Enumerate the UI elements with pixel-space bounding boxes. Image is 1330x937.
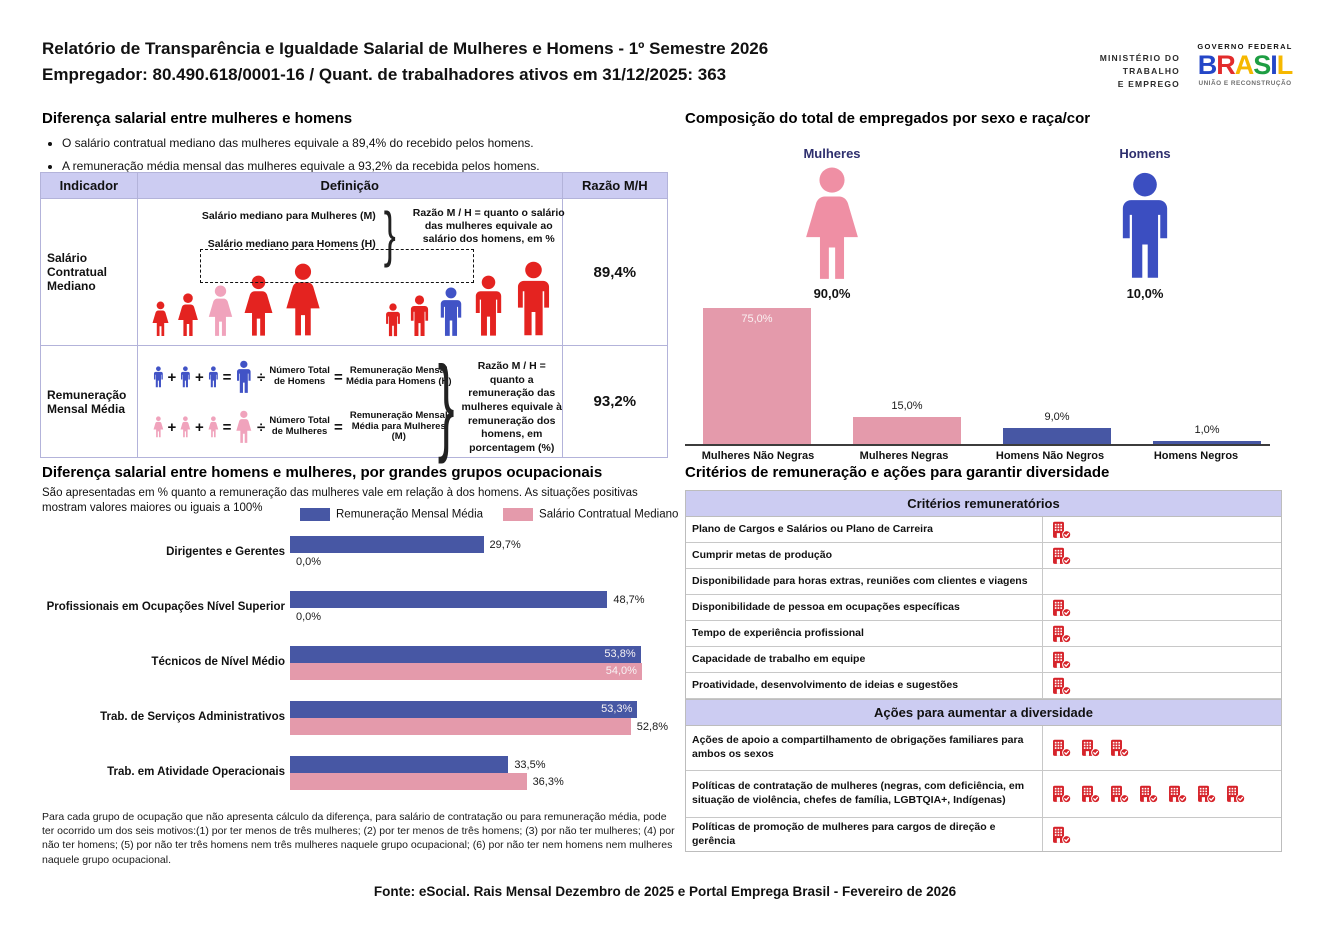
criteria-label: Disponibilidade para horas extras, reuniões com clientes e viagens: [686, 569, 1043, 594]
bar-salario-mediano: [290, 773, 527, 790]
female-icon: [240, 275, 277, 337]
bar-remuneracao-media: [290, 536, 484, 553]
bar-value-label: 48,7%: [613, 593, 645, 606]
ministry-line: MINISTÉRIO DO: [1099, 53, 1180, 63]
bar-homens-negros: 1,0%: [1153, 441, 1261, 444]
female-icon: [234, 410, 254, 444]
page-subtitle: Empregador: 80.490.618/0001-16 / Quant. de trabalhadores ativos em 31/12/2025: 363: [42, 65, 727, 85]
category-label: Mulheres Não Negras: [701, 450, 815, 462]
row-salario-mediano: [41, 199, 668, 346]
indicator-table: [40, 172, 668, 465]
occupation-group: [42, 701, 674, 735]
bullet-item: • A remuneração média mensal das mulheres equivale a 93,2% da recebida pelos homens.: [62, 159, 668, 173]
median-pictogram: [138, 257, 568, 337]
criteria-marks: [1043, 579, 1051, 585]
bar-value-label: 0,0%: [296, 610, 322, 623]
company-check-icon: [1109, 785, 1130, 803]
criteria-row: [686, 818, 1281, 851]
male-icon: [234, 360, 254, 394]
criteria-label: Ações de apoio a compartilhamento de obrigações familiares para ambos os sexos: [686, 726, 1043, 770]
criteria-row: [686, 543, 1281, 569]
brasil-logo: BRASIL: [1197, 50, 1293, 80]
brace-glyph: }: [437, 344, 455, 465]
category-label: Homens Não Negros: [995, 450, 1105, 462]
female-icon: [152, 416, 165, 438]
criteria-section-header: Ações para aumentar a diversidade: [686, 699, 1281, 726]
header-definicao: Definição: [137, 173, 562, 199]
criteria-row: [686, 569, 1281, 595]
homens-percentage: 10,0%: [1126, 286, 1164, 301]
bar-value-label: 33,5%: [514, 758, 546, 771]
occupation-group: [42, 536, 674, 570]
occupation-group: [42, 646, 674, 680]
occupation-chart-title: Diferença salarial entre homens e mulheres, por grandes grupos ocupacionais: [42, 464, 603, 481]
gov-logo-bottom-text: UNIÃO E RECONSTRUÇÃO: [1198, 80, 1292, 88]
company-check-icon: [1051, 547, 1072, 565]
mean-formula: [152, 352, 452, 452]
gov-federal-logo: [1185, 42, 1305, 87]
criteria-row: [686, 771, 1281, 818]
ministry-logo: [1040, 52, 1180, 90]
indicator-name: Salário Contratual Mediano: [41, 199, 138, 346]
criteria-marks: [1043, 622, 1072, 646]
male-icon: [470, 275, 507, 337]
company-check-icon: [1051, 625, 1072, 643]
composition-title: Composição do total de empregados por sexo e raça/cor: [685, 110, 1091, 127]
row-remuneracao-media: [41, 346, 668, 458]
source-footer: Fonte: eSocial. Rais Mensal Dezembro de 2025 e Portal Emprega Brasil - Fevereiro de 2026: [373, 884, 957, 899]
criteria-marks: [1043, 518, 1072, 542]
company-check-icon: [1225, 785, 1246, 803]
female-median-icon: [205, 285, 236, 337]
criteria-table: [685, 490, 1282, 852]
criteria-section-header: Critérios remuneratórios: [686, 491, 1281, 517]
male-icon: [511, 261, 556, 337]
female-icon: [798, 166, 866, 282]
criteria-label: Políticas de promoção de mulheres para cargos de direção e gerência: [686, 818, 1043, 851]
ratio-value-median: 89,4%: [562, 199, 667, 346]
company-check-icon: [1051, 521, 1072, 539]
company-check-icon: [1051, 826, 1072, 844]
bar-value-label: 52,8%: [636, 720, 668, 733]
criteria-marks: [1043, 674, 1072, 698]
female-icon: [150, 301, 171, 337]
criteria-row: [686, 621, 1281, 647]
legend-label: Salário Contratual Mediano: [539, 508, 679, 521]
criteria-label: Capacidade de trabalho em equipe: [686, 647, 1043, 672]
mean-ratio-note: Razão M / H = quanto a remuneração das mulheres equivale à remuneração dos homens, em porcentagem (%): [461, 360, 562, 454]
ratio-value-mean: 93,2%: [562, 346, 667, 458]
criteria-label: Políticas de contratação de mulheres (negras, com deficiência, em situação de violência, chefes de família, LGBTQIA+, Indígenas): [686, 771, 1043, 817]
female-icon: [175, 293, 201, 337]
legend-label: Remuneração Mensal Média: [336, 508, 484, 521]
brace-glyph: }: [383, 199, 396, 269]
occupation-group-label: Trab. em Atividade Operacionais: [107, 766, 285, 779]
male-icon: [383, 303, 403, 337]
definition-median: [137, 199, 565, 346]
criteria-marks: [1043, 782, 1246, 806]
male-icon: [207, 366, 220, 388]
definition-mean: [137, 344, 562, 465]
formula-men: + + = ÷ Número Total de Homens = Remuneração Mensal Média para Homens (H): [152, 352, 452, 402]
page-title: Relatório de Transparência e Igualdade Salarial de Mulheres e Homens - 1º Semestre 2026: [42, 39, 769, 58]
criteria-row: [686, 726, 1281, 771]
company-check-icon: [1080, 785, 1101, 803]
company-check-icon: [1051, 651, 1072, 669]
median-ratio-note: Razão M / H = quanto o salário das mulheres equivale ao salário dos homens, em %: [412, 207, 565, 246]
header-indicador: Indicador: [41, 173, 138, 199]
men-result-label: Remuneração Mensal Média para Homens (H): [345, 365, 452, 387]
indicator-table-header: [41, 173, 668, 199]
criteria-row: [686, 647, 1281, 673]
company-check-icon: [1196, 785, 1217, 803]
criteria-row: [686, 517, 1281, 543]
category-label: Mulheres Negras: [859, 450, 949, 462]
criteria-marks: [1043, 544, 1072, 568]
occupation-group-label: Dirigentes e Gerentes: [166, 546, 285, 559]
criteria-marks: [1043, 648, 1072, 672]
company-check-icon: [1080, 739, 1101, 757]
female-icon: [179, 416, 192, 438]
criteria-label: Disponibilidade de pessoa em ocupações específicas: [686, 595, 1043, 620]
women-total-label: Número Total de Mulheres: [269, 415, 330, 437]
women-result-label: Remuneração Mensal Média para Mulheres (M): [349, 409, 448, 443]
company-check-icon: [1051, 739, 1072, 757]
occupation-group: [42, 591, 674, 625]
median-dashed-box: [200, 249, 474, 283]
criteria-row: [686, 595, 1281, 621]
company-check-icon: [1109, 739, 1130, 757]
occupation-group-label: Técnicos de Nível Médio: [151, 656, 285, 669]
criteria-label: Tempo de experiência profissional: [686, 621, 1043, 646]
legend-swatch-blue: [300, 508, 330, 521]
gov-logo-top-text: GOVERNO FEDERAL: [1197, 42, 1293, 51]
men-total-label: Número Total de Homens: [269, 365, 330, 387]
criteria-label: Proatividade, desenvolvimento de ideias e sugestões: [686, 673, 1043, 698]
bar-value-label: 0,0%: [296, 555, 322, 568]
homens-label: Homens: [1119, 146, 1171, 161]
category-label: Homens Negros: [1153, 450, 1239, 462]
criteria-marks: [1043, 596, 1072, 620]
male-icon: [179, 366, 192, 388]
female-icon: [207, 416, 220, 438]
header-razao: Razão M/H: [562, 173, 667, 199]
composition-bar-chart: [685, 306, 1270, 446]
bullet-item: • O salário contratual mediano das mulheres equivale a 89,4% do recebido pelos homens.: [62, 136, 668, 150]
company-check-icon: [1167, 785, 1188, 803]
mulheres-percentage: 90,0%: [813, 286, 851, 301]
ministry-line: E EMPREGO: [1117, 78, 1180, 89]
bar-remuneracao-media: [290, 591, 607, 608]
chart-legend: [300, 508, 678, 521]
company-check-icon: [1051, 677, 1072, 695]
male-median-icon: [436, 287, 466, 337]
company-check-icon: [1051, 785, 1072, 803]
occupation-bar-chart: [42, 536, 674, 811]
indicator-name: Remuneração Mensal Média: [41, 346, 138, 458]
occupation-group-label: Trab. de Serviços Administrativos: [100, 711, 285, 724]
occupation-chart-footnote: Para cada grupo de ocupação que não apresenta cálculo da diferença, para salário de contratação ou para remuneração média, pode ter ocorrido um dos seis motivos:(1) por ter menos de três mulheres; (2) por ter menos de três homens; (3) por não ter mulheres; (4) por não ter homens; (5) por não ter três homens nem três mulheres naquele grupo ocupacional; (6) por não ter nem homens nem mulheres naquele grupo ocupacional.: [42, 811, 675, 866]
criteria-marks: [1043, 823, 1072, 847]
composition-category-labels: [685, 450, 1270, 462]
bar-remuneracao-media: [290, 756, 508, 773]
criteria-marks: [1043, 736, 1130, 760]
bar-value-label: 36,3%: [532, 775, 564, 788]
occupation-group-label: Profissionais em Ocupações Nível Superior: [46, 601, 285, 614]
bar-mulheres-nao-negras: 75,0%: [703, 308, 811, 445]
male-icon: [152, 366, 165, 388]
bar-salario-mediano: [290, 718, 631, 735]
occupation-group: [42, 756, 674, 790]
legend-swatch-pink: [503, 508, 533, 521]
salary-gap-title: Diferença salarial entre mulheres e homens: [42, 110, 353, 127]
ministry-line: TRABALHO: [1122, 65, 1180, 76]
report-header: [42, 36, 942, 89]
occupation-chart-subtitle: São apresentadas em % quanto a remuneração das mulheres vale em relação à dos homens. As situações positivas mostram valores maiores ou iguais a 100%: [42, 487, 638, 514]
bar-remuneracao-media: 53,8%: [290, 646, 641, 663]
bar-mulheres-negras: 15,0%: [853, 417, 961, 444]
bar-remuneracao-media: 53,3%: [290, 701, 637, 718]
bar-salario-mediano: 54,0%: [290, 663, 642, 680]
criteria-title: Critérios de remuneração e ações para garantir diversidade: [685, 464, 1110, 481]
criteria-row: [686, 673, 1281, 699]
criteria-label: Plano de Cargos e Salários ou Plano de Carreira: [686, 517, 1043, 542]
formula-women: + + = ÷ Número Total de Mulheres = Remuneração Mensal Média para Mulheres (M): [152, 402, 452, 452]
bar-homens-nao-negros: 9,0%: [1003, 428, 1111, 444]
male-icon: [1113, 170, 1177, 282]
bar-value-label: 29,7%: [489, 538, 521, 551]
mulheres-label: Mulheres: [803, 146, 861, 161]
company-check-icon: [1051, 599, 1072, 617]
criteria-label: Cumprir metas de produção: [686, 543, 1043, 568]
company-check-icon: [1138, 785, 1159, 803]
median-def-lines: Salário mediano para Mulheres (M) Salário mediano para Homens (H): [201, 210, 376, 250]
male-icon: [407, 295, 432, 337]
